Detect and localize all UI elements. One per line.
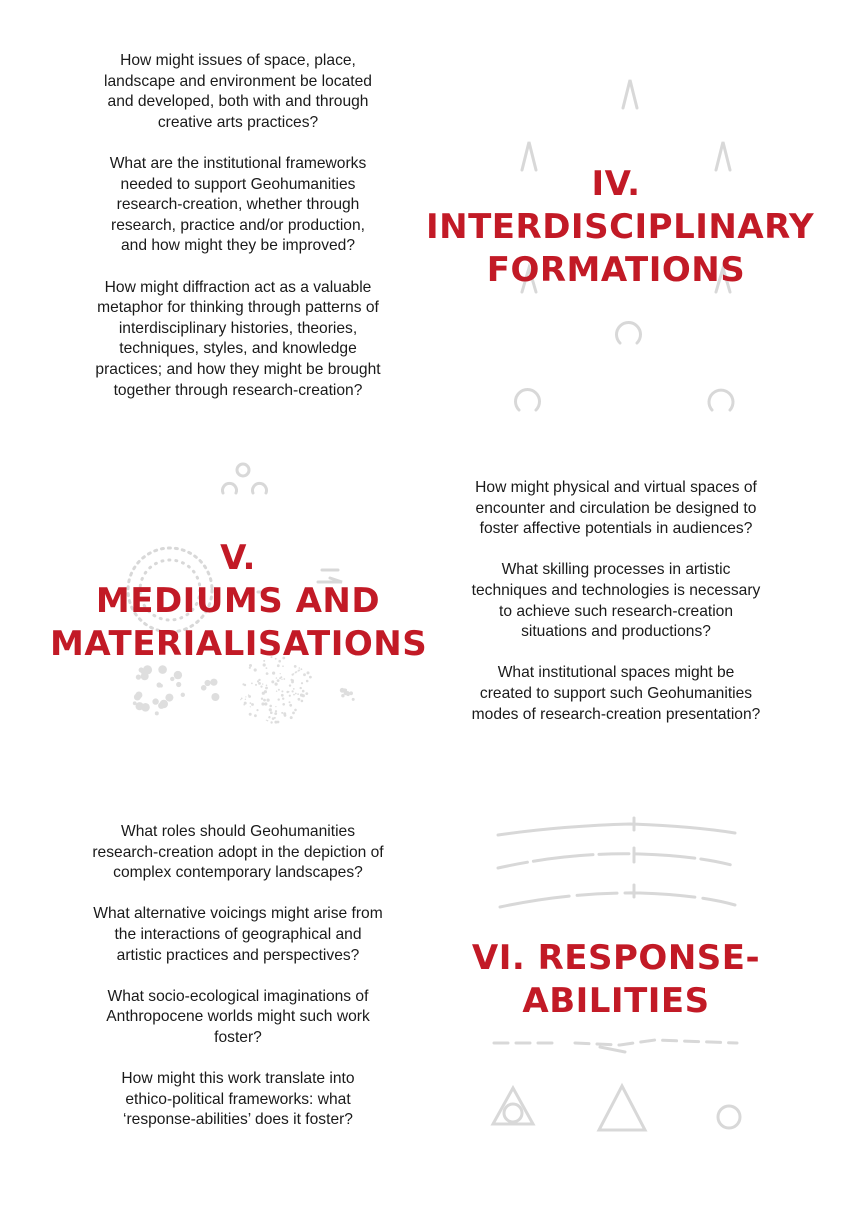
stipple-dot: [256, 709, 258, 711]
stipple-dot: [266, 720, 267, 721]
stipple-dot: [258, 682, 261, 685]
stipple-dot: [289, 704, 292, 707]
heading-line: IV.: [591, 164, 641, 204]
heading-line: ABILITIES: [522, 981, 710, 1021]
stipple-dot: [341, 694, 344, 697]
stipple-dot: [297, 693, 299, 695]
stipple-dot: [275, 710, 277, 712]
stipple-dot: [352, 698, 355, 701]
stipple-dot: [307, 671, 310, 674]
stipple-dot: [174, 671, 182, 679]
stipple-dot: [289, 695, 291, 697]
stipple-dot: [278, 689, 280, 691]
stipple-dot: [275, 706, 276, 707]
stipple-dot: [264, 702, 267, 705]
stipple-dot: [340, 688, 345, 693]
heading-line: MEDIUMS AND: [95, 581, 381, 621]
stipple-dot: [261, 698, 263, 700]
stipple-dot: [291, 681, 294, 684]
stipple-dot: [254, 668, 257, 671]
section-vi-questions: [58, 822, 418, 1131]
stipple-dot: [292, 690, 294, 692]
stipple-dot: [267, 699, 270, 702]
stipple-dot: [143, 665, 152, 674]
stipple-dot: [205, 680, 211, 686]
stipple-dot: [282, 698, 284, 700]
stipple-dot: [274, 712, 277, 715]
stipple-dot: [245, 696, 246, 697]
stipple-dot: [302, 690, 305, 693]
stipple-dot: [276, 677, 278, 679]
stipple-dot: [305, 692, 308, 695]
heading-line: VI. RESPONSE-: [471, 938, 761, 978]
stipple-dot: [210, 679, 217, 686]
stipple-dot: [245, 699, 246, 700]
stipple-dot: [254, 714, 257, 717]
stipple-dot: [292, 712, 295, 715]
section-vi-heading: [456, 937, 776, 1023]
stipple-dot: [250, 702, 252, 704]
stipple-dot: [249, 667, 251, 669]
stipple-dot: [301, 668, 303, 670]
stipple-dot: [241, 698, 243, 700]
stipple-dot: [276, 691, 277, 692]
stipple-dot: [213, 694, 216, 697]
stipple-dot: [309, 676, 312, 679]
stipple-dot: [136, 675, 141, 680]
stipple-dot: [134, 694, 141, 701]
stipple-dot: [136, 702, 144, 710]
stipple-dot: [270, 721, 272, 723]
stipple-dot: [296, 671, 297, 672]
stipple-dot: [281, 690, 283, 692]
stipple-dot: [293, 688, 295, 690]
stipple-dot: [278, 698, 280, 700]
stipple-dot: [262, 683, 263, 684]
stipple-dot: [267, 673, 268, 674]
stipple-dot: [295, 693, 297, 695]
stipple-dot: [266, 685, 268, 687]
stipple-dot: [283, 678, 285, 680]
stipple-dot: [251, 703, 254, 706]
stipple-dot: [275, 683, 278, 686]
stipple-dot: [280, 673, 281, 674]
stipple-dot: [286, 691, 288, 693]
stipple-dot: [266, 667, 268, 669]
stipple-dot: [274, 717, 276, 719]
stipple-dot: [270, 711, 273, 714]
stipple-dot: [260, 686, 262, 688]
question-text: What roles should Geohumanities research-creation adopt in the depiction of complex contemporary landscapes?: [92, 823, 384, 882]
stipple-dot: [158, 665, 167, 674]
stipple-dot: [155, 711, 159, 715]
section-v-questions: [436, 478, 796, 725]
stipple-dot: [281, 694, 284, 697]
stipple-dot: [265, 687, 268, 690]
stipple-dot: [152, 698, 158, 704]
stipple-dot: [289, 701, 291, 703]
stipple-dot: [303, 673, 306, 676]
stipple-dot: [299, 670, 300, 671]
stipple-dot: [176, 682, 181, 687]
stipple-dot: [258, 679, 260, 681]
question-text: What socio-ecological imaginations of Anthropocene worlds might such work foster?: [106, 987, 370, 1046]
question-text: How might this work translate into ethico-political frameworks: what ‘response-abilities’ does it foster?: [121, 1070, 355, 1129]
stipple-dot: [165, 694, 173, 702]
stipple-dot: [271, 680, 274, 683]
stipple-dot: [261, 702, 264, 705]
question-text: What skilling processes in artistic techniques and technologies is necessary to achieve such research-creation situations and productions?: [471, 561, 761, 641]
question-text: What are the institutional frameworks needed to support Geohumanities research-creation, whether through research, practice and/or production, and how might they be improved?: [109, 154, 367, 255]
stipple-dot: [272, 672, 275, 675]
circle-icon: [718, 1106, 740, 1128]
stipple-dot: [277, 679, 280, 682]
stipple-dot: [306, 680, 309, 683]
stipple-dot: [284, 714, 287, 717]
arc-motif-icon: [516, 323, 733, 410]
heading-line: V.: [220, 538, 256, 578]
question-text: How might issues of space, place, landscape and environment be located and developed, both with and through creative arts practices?: [104, 52, 372, 131]
stipple-dot: [277, 721, 280, 724]
stipple-dot: [282, 703, 285, 706]
stipple-dot: [255, 684, 257, 686]
stipple-dot: [248, 695, 251, 698]
stipple-dot: [298, 698, 301, 701]
question-text: What institutional spaces might be created to support such Geohumanities modes of research-creation presentation?: [471, 664, 761, 723]
stipple-dot: [301, 682, 303, 684]
stipple-dot: [269, 708, 272, 711]
stipple-dot: [290, 716, 293, 719]
stipple-dot: [264, 690, 267, 693]
stipple-dot: [281, 679, 282, 680]
heading-line: MATERIALISATIONS: [50, 624, 428, 664]
stipple-dot: [268, 716, 270, 718]
stipple-dot: [243, 704, 245, 706]
stipple-dot: [293, 694, 295, 696]
stipple-dot: [267, 720, 268, 721]
stipple-dot: [302, 694, 305, 697]
stipple-dot: [292, 680, 294, 682]
stipple-dot: [158, 703, 164, 709]
stipple-dot: [269, 705, 272, 708]
stipple-dot: [293, 673, 294, 674]
section-iv-questions: [60, 51, 416, 401]
stipple-dot: [346, 693, 349, 696]
stipple-dot: [250, 706, 251, 707]
stipple-dot: [159, 684, 163, 688]
stipple-dot: [242, 683, 244, 685]
stipple-dot: [201, 685, 207, 691]
question-text: What alternative voicings might arise from the interactions of geographical and artistic practices and perspectives?: [93, 905, 383, 964]
stipple-dot: [289, 684, 291, 686]
stipple-dot: [263, 699, 266, 702]
stipple-dot: [294, 709, 297, 712]
question-text: How might physical and virtual spaces of encounter and circulation be designed to foster affective potentials in audiences?: [475, 479, 757, 538]
stipple-dot: [299, 667, 301, 669]
stipple-dot: [181, 693, 185, 697]
stipple-dot: [280, 676, 282, 678]
section-iv-heading: [426, 163, 815, 292]
section-v-heading: [50, 537, 426, 666]
stipple-dot: [249, 713, 252, 716]
stipple-dot: [281, 712, 283, 714]
stipple-dot: [240, 699, 241, 700]
triangle-icon: [493, 1086, 645, 1130]
stipple-dot: [251, 683, 253, 685]
heading-line: FORMATIONS: [486, 250, 746, 290]
stipple-dot: [301, 700, 304, 703]
question-text: How might diffraction act as a valuable metaphor for thinking through patterns of interdisciplinary histories, theories, techniques, styles, and knowledge practices; and how they might be brought together through research-creation?: [95, 278, 381, 399]
stipple-dot: [170, 677, 174, 681]
heading-line: INTERDISCIPLINARY: [426, 207, 815, 247]
stipple-dot: [300, 687, 302, 689]
